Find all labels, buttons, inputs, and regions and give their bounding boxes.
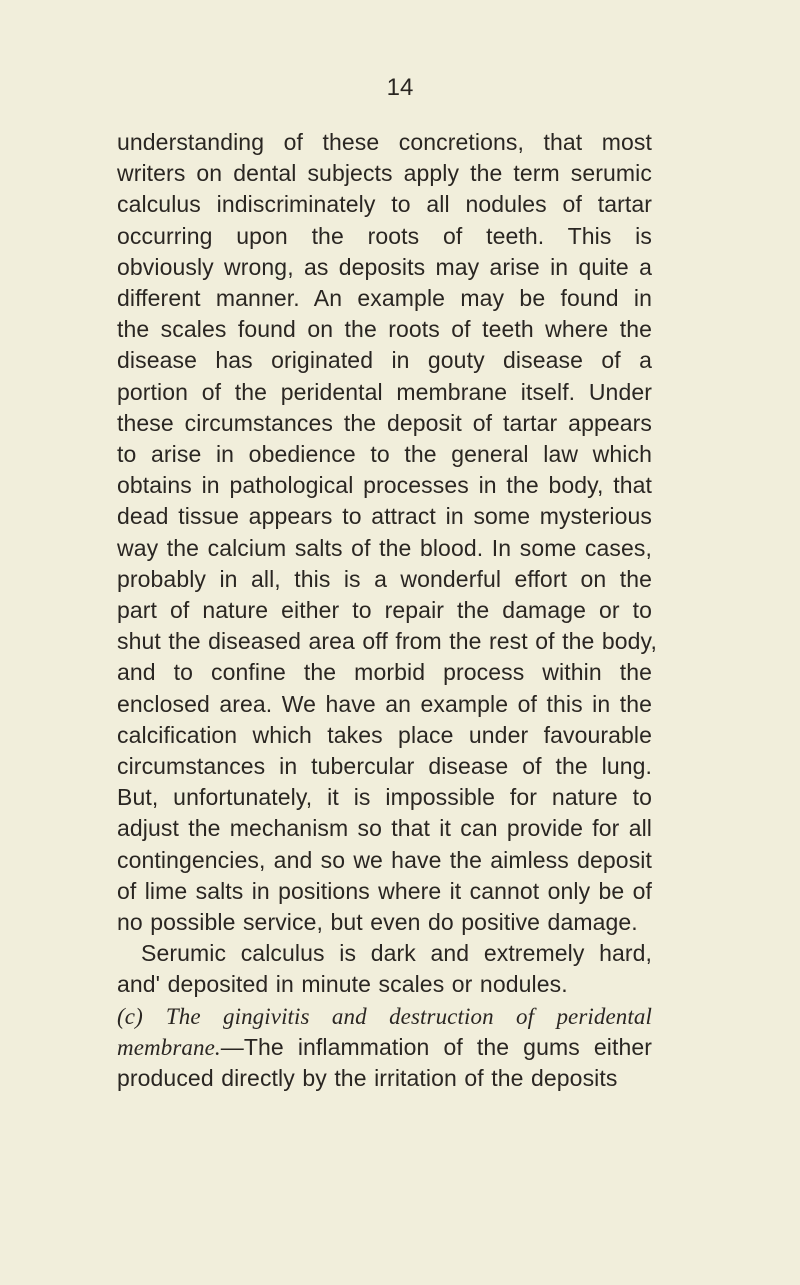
text-line: these circumstances the deposit of tartar appears	[117, 409, 652, 436]
text-line: disease has originated in gouty disease of a	[117, 347, 652, 374]
text-line: calculus indiscriminately to all nodules of tartar	[117, 191, 652, 218]
page-number: 14	[386, 74, 414, 101]
text-line: the scales found on the roots of teeth where the	[117, 316, 652, 343]
text-line	[117, 1032, 652, 1063]
text-line: to arise in obedience to the general law which	[117, 441, 652, 468]
text-line: writers on dental subjects apply the term serumic	[117, 160, 652, 187]
text-line: understanding of these concretions, that most	[117, 129, 652, 155]
text-line: of lime salts in positions where it cannot only be of	[117, 877, 652, 904]
text-line: shut the diseased area off from the rest of the body,	[117, 628, 657, 655]
text-line: calcification which takes place under favourable	[117, 721, 652, 748]
text-line: obviously wrong, as deposits may arise in quite a	[117, 253, 652, 280]
body-text	[117, 127, 657, 1094]
text-line: contingencies, and so we have the aimless deposit	[117, 846, 652, 873]
section-text: —The inflammation of the gums either	[220, 1033, 652, 1060]
text-line: enclosed area. We have an example of this in the	[117, 690, 652, 717]
section-title: The gingivitis and destruction of peridental	[165, 1003, 652, 1029]
section-title-end: membrane.	[117, 1034, 221, 1060]
text-line: way the calcium salts of the blood. In some cases,	[117, 534, 652, 561]
text-line: produced directly by the irritation of the deposits	[117, 1065, 618, 1092]
text-line: dead tissue appears to attract in some mysterious	[117, 503, 652, 530]
text-line: probably in all, this is a wonderful effort on the	[117, 565, 652, 592]
text-line: circumstances in tubercular disease of the lung.	[117, 753, 652, 780]
text-line: and' deposited in minute scales or nodules.	[117, 971, 568, 998]
text-line: adjust the mechanism so that it can provide for all	[117, 815, 652, 842]
text-line: portion of the peridental membrane itself. Under	[117, 378, 652, 405]
section-label: (c)	[117, 1003, 143, 1029]
section-heading-line	[117, 1001, 652, 1032]
text-line: But, unfortunately, it is impossible for nature to	[117, 784, 652, 811]
text-line: Serumic calculus is dark and extremely hard,	[141, 940, 652, 967]
text-line: and to confine the morbid process within the	[117, 659, 652, 686]
text-line: no possible service, but even do positive damage.	[117, 909, 638, 936]
text-line: different manner. An example may be found in	[117, 285, 652, 312]
text-line: obtains in pathological processes in the body, that	[117, 472, 652, 499]
text-line: part of nature either to repair the damage or to	[117, 597, 652, 624]
text-line: occurring upon the roots of teeth. This is	[117, 222, 652, 249]
